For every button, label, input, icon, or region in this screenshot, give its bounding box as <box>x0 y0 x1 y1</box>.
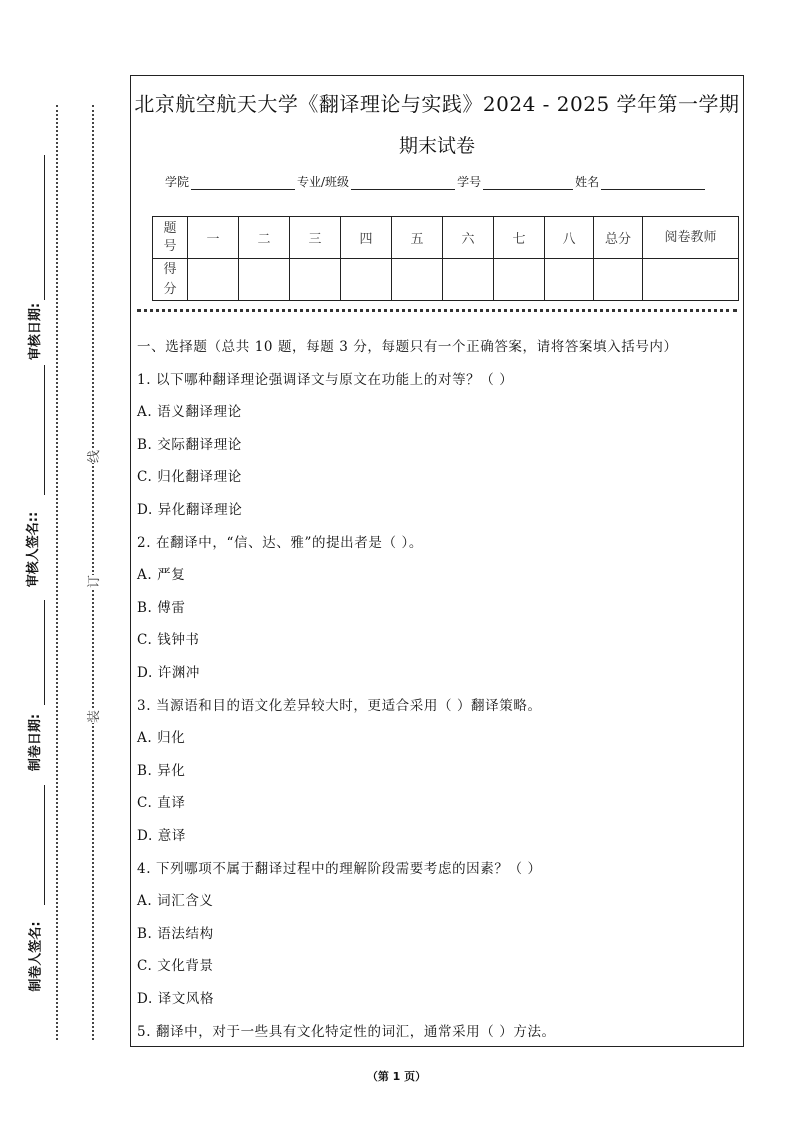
score-cell[interactable] <box>643 259 739 301</box>
answer-option[interactable]: D. 异化翻译理论 <box>137 502 243 518</box>
answer-option[interactable]: D. 译文风格 <box>137 991 215 1007</box>
section-heading: 一、选择题（总共 10 题，每题 3 分，每题只有一个正确答案，请将答案填入括号内） <box>137 339 678 355</box>
separator-dotted-line <box>137 309 737 312</box>
college-label: 学院 <box>165 175 190 189</box>
answer-option[interactable]: B. 交际翻译理论 <box>137 436 242 453</box>
binding-char-staple: 订 <box>83 575 102 588</box>
preparation-date-label: 制卷日期: <box>28 713 44 772</box>
header-cell: 二 <box>239 217 290 259</box>
score-cell[interactable] <box>443 259 494 301</box>
answer-option[interactable]: B. 语法结构 <box>137 925 214 942</box>
answer-option[interactable]: A. 词汇含义 <box>137 893 214 910</box>
header-cell: 四 <box>341 217 392 259</box>
header-cell: 五 <box>392 217 443 259</box>
header-cell: 阅卷教师 <box>643 217 739 259</box>
question-text: 3. 当源语和目的语文化差异较大时，更适合采用（ ）翻译策略。 <box>137 697 542 714</box>
question-text: 2. 在翻译中，“信、达、雅”的提出者是（ ）。 <box>137 534 423 551</box>
answer-option[interactable]: D. 许渊冲 <box>137 665 201 681</box>
score-table <box>152 216 739 301</box>
question-text: 4. 下列哪项不属于翻译过程中的理解阶段需要考虑的因素？（ ） <box>137 860 542 877</box>
page-number: （第 1 页） <box>366 1070 427 1083</box>
answer-option[interactable]: D. 意译 <box>137 828 186 844</box>
question-text: 5. 翻译中，对于一些具有文化特定性的词汇，通常采用（ ）方法。 <box>137 1023 556 1040</box>
score-cell[interactable] <box>494 259 545 301</box>
score-cell[interactable] <box>545 259 594 301</box>
answer-option[interactable]: C. 文化背景 <box>137 958 214 975</box>
name-field[interactable] <box>601 177 705 190</box>
answer-option[interactable]: C. 归化翻译理论 <box>137 469 242 486</box>
score-cell[interactable] <box>594 259 643 301</box>
college-field[interactable] <box>191 177 295 190</box>
reviewer-signature-label: 审核人签名:: <box>26 511 42 588</box>
signature-line <box>44 600 45 705</box>
score-cell[interactable] <box>290 259 341 301</box>
score-cell[interactable] <box>239 259 290 301</box>
score-cell[interactable] <box>392 259 443 301</box>
signature-line <box>44 155 45 300</box>
preparer-signature-label: 制卷人签名: <box>28 921 44 992</box>
answer-option[interactable]: A. 严复 <box>137 567 186 584</box>
exam-frame <box>130 75 744 1047</box>
review-date-label: 审核日期: <box>28 302 44 361</box>
answer-option[interactable]: C. 直译 <box>137 795 186 812</box>
dotted-line-inner <box>92 105 94 1040</box>
binding-char-line: 线 <box>83 450 102 463</box>
score-cell[interactable] <box>341 259 392 301</box>
student-id-field[interactable] <box>483 177 573 190</box>
answer-option[interactable]: C. 钱钟书 <box>137 632 200 649</box>
header-cell: 八 <box>545 217 594 259</box>
header-cell: 六 <box>443 217 494 259</box>
answer-option[interactable]: B. 傅雷 <box>137 599 186 616</box>
header-cell: 一 <box>188 217 239 259</box>
question-text: 1. 以下哪种翻译理论强调译文与原文在功能上的对等？（ ） <box>137 371 514 388</box>
signature-line <box>44 365 45 495</box>
header-cell: 总分 <box>594 217 643 259</box>
dotted-line-outer <box>56 105 58 1040</box>
student-info-row <box>165 173 707 190</box>
answer-option[interactable]: A. 归化 <box>137 730 186 747</box>
exam-subtitle: 期末试卷 <box>398 135 475 157</box>
answer-option[interactable]: A. 语义翻译理论 <box>137 404 242 421</box>
header-cell-label: 题号 <box>153 217 188 259</box>
name-label: 姓名 <box>575 175 600 189</box>
binding-char-bind: 装 <box>83 710 102 723</box>
answer-option[interactable]: B. 异化 <box>137 762 186 779</box>
exam-title: 北京航空航天大学《翻译理论与实践》2024 - 2025 学年第一学期 <box>134 92 740 116</box>
score-row-label: 得分 <box>153 259 188 301</box>
student-id-label: 学号 <box>457 175 482 189</box>
header-cell: 七 <box>494 217 545 259</box>
major-class-label: 专业/班级 <box>297 175 350 189</box>
header-cell: 三 <box>290 217 341 259</box>
signature-line <box>44 785 45 905</box>
score-cell[interactable] <box>188 259 239 301</box>
major-class-field[interactable] <box>351 177 455 190</box>
